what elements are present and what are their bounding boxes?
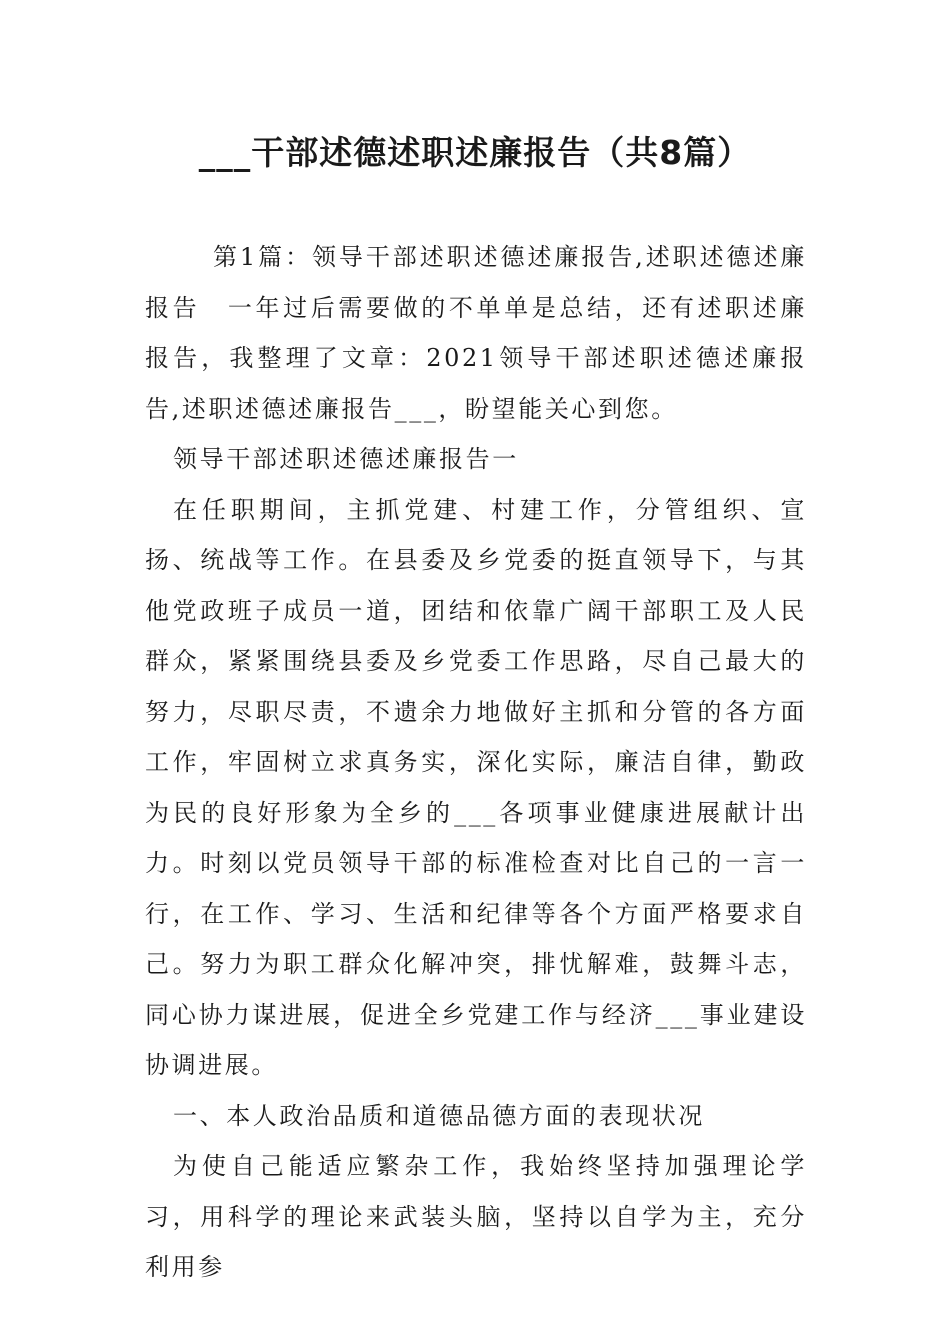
- paragraph-body: 在任职期间，主抓党建、村建工作，分管组织、宣扬、统战等工作。在县委及乡党委的挺直领导下，与其他党政班子成员一道，团结和依靠广阔干部职工及人民群众，紧紧围绕县委及乡党委工作思路，尽自己最大的努力，尽职尽责，不遗余力地做好主抓和分管的各方面工作，牢固树立求真务实，深化实际，廉洁自律，勤政为民的良好形象为全乡的___各项事业健康进展献计出力。时刻以党员领导干部的标准检查对比自己的一言一行，在工作、学习、生活和纪律等各个方面严格要求自己。努力为职工群众化解冲突，排忧解难，鼓舞斗志，同心协力谋进展，促进全乡党建工作与经济___事业建设协调进展。: [145, 495, 807, 1079]
- document-title: ___干部述德述职述廉报告（共8篇）: [198, 133, 752, 172]
- document-body: [145, 232, 807, 1293]
- paragraph-section-heading: 一、本人政治品质和道德品德方面的表现状况: [173, 1101, 705, 1130]
- paragraph-intro: 第1篇：领导干部述职述德述廉报告,述职述德述廉报告 一年过后需要做的不单单是总结，还有述职述廉报告，我整理了文章：2021领导干部述职述德述廉报告,述职述德述廉报告___，盼望能关心到您。: [145, 243, 807, 423]
- paragraph-body-continued: 为使自己能适应繁杂工作，我始终坚持加强理论学习，用科学的理论来武装头脑，坚持以自学为主，充分利用参: [145, 1152, 807, 1281]
- paragraph-subheading: 领导干部述职述德述廉报告一: [173, 445, 519, 473]
